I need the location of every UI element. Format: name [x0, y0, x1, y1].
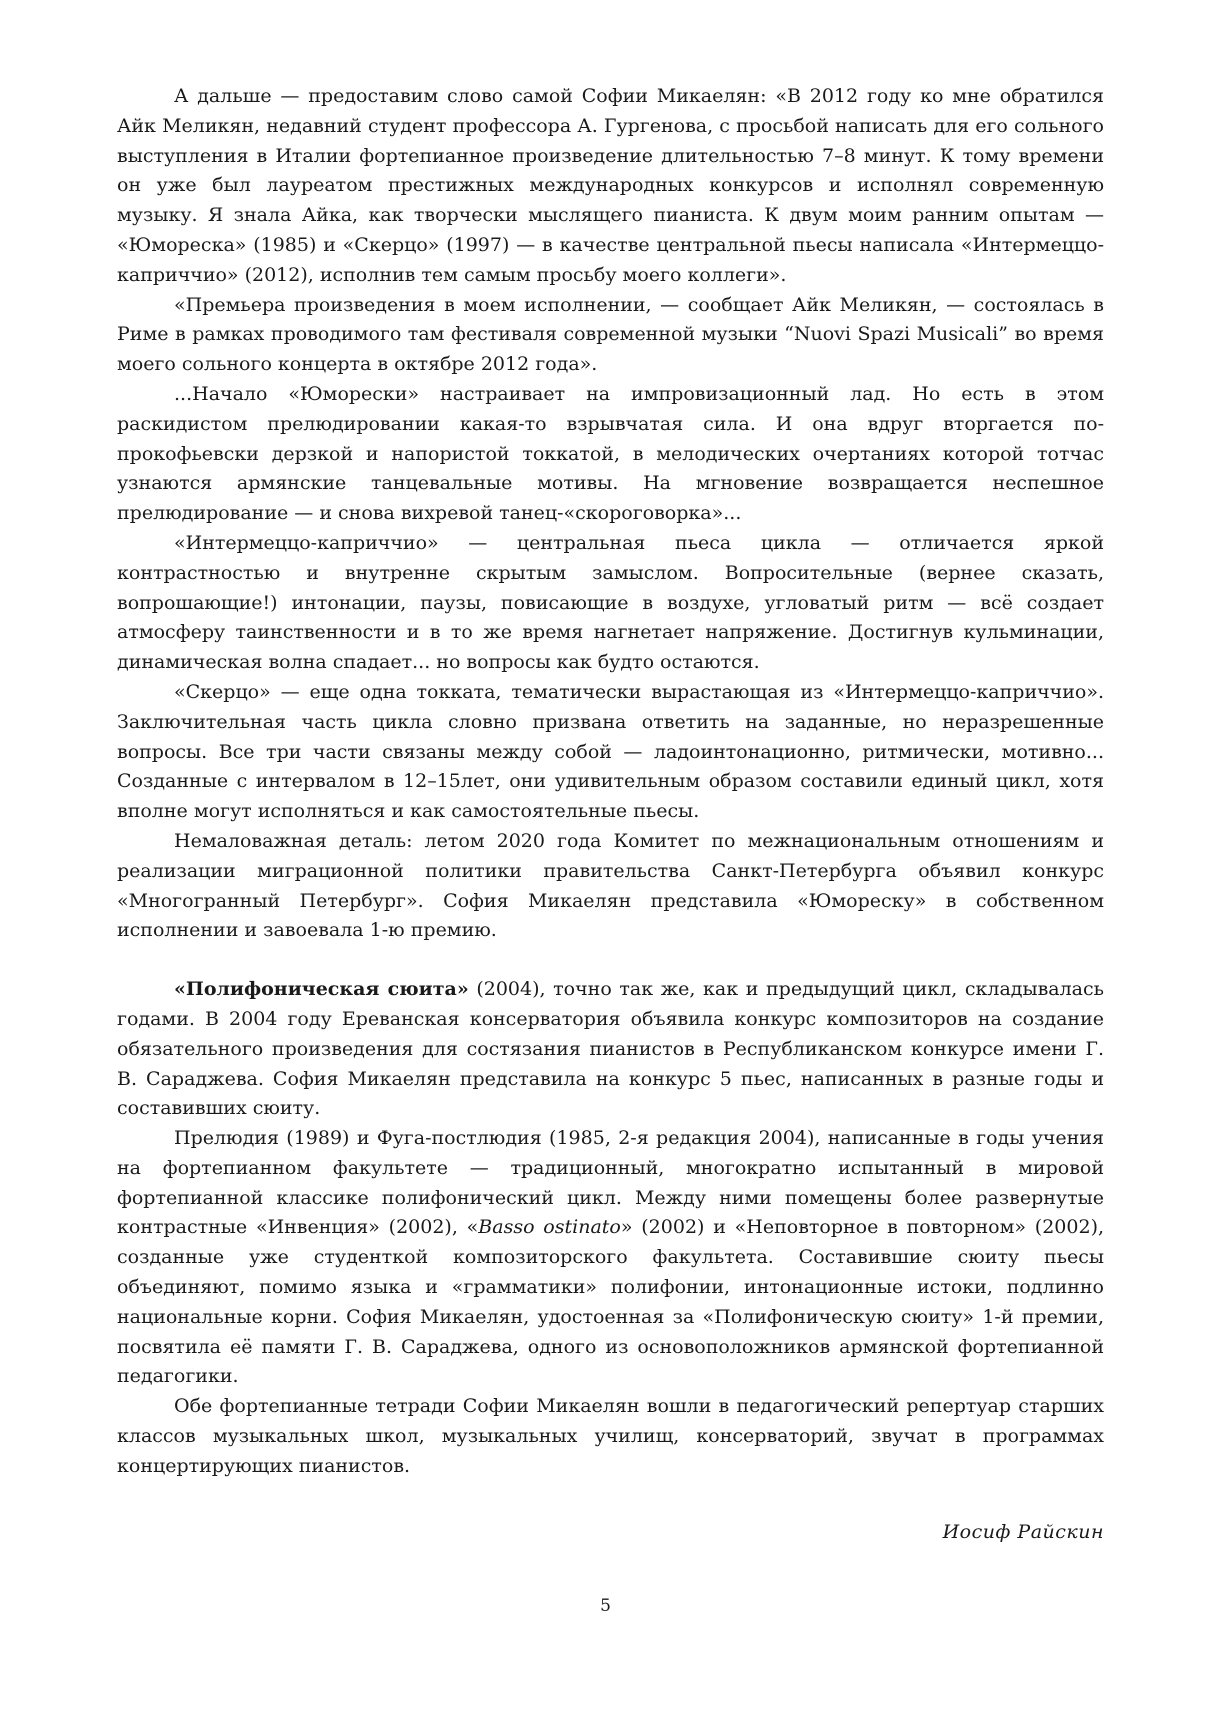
paragraph	[117, 82, 1104, 291]
paragraph	[117, 827, 1104, 946]
page-number: 5	[600, 1596, 611, 1616]
paragraph	[117, 1124, 1104, 1392]
work-title-bold: «Полифоническая сюита»	[174, 978, 469, 1001]
paragraph	[117, 529, 1104, 678]
text-run: Прелюдия (1989) и Фуга-постлюдия (1985, 2-я редакция 2004), написанные в годы учения на фортепианном факультете — традиционный, многократно испытанный в мировой фортепианной классике полифонический цикл. Между ними помещены более развернутые контрастные «Инвенция» (2002), «	[117, 1127, 1104, 1239]
document-body	[117, 82, 1104, 1482]
text-run: » (2002) и «Неповторное в повторном» (2002), созданные уже студенткой композиторского факультета. Составившие сюиту пьесы объединяют, помимо языка и «грамматики» полифонии, интонационные истоки, подлинно национальные корни. София Микаелян, удостоенная за «Полифоническую сюиту» 1-й премии, посвятила её памяти Г. В. Сараджева, одного из основоположников армянской фортепианной педагогики.	[117, 1216, 1105, 1388]
text-run: Обе фортепианные тетради Софии Микаелян вошли в педагогический репертуар старших классов музыкальных школ, музыкальных училищ, консерваторий, звучат в программах концертирующих пианистов.	[117, 1395, 1104, 1477]
text-run: (2004), точно так же, как и предыдущий цикл, складывалась годами. В 2004 году Ереванская консерватория объявила конкурс композиторов на создание обязательного произведения для состязания пианистов в Республиканском конкурсе имени Г. В. Сараджева. София Микаелян представила на конкурс 5 пьес, написанных в разные годы и составивших сюиту.	[117, 978, 1104, 1120]
text-run: А дальше — предоставим слово самой Софии Микаелян: «В 2012 году ко мне обратился Айк Меликян, недавний студент профессора А. Гургенова, с просьбой написать для его сольного выступления в Италии фортепианное произведение длительностью 7–8 минут. К тому времени он уже был лауреатом престижных международных конкурсов и исполнял современную музыку. Я знала Айка, как творчески мыслящего пианиста. К двум моим ранним опытам — «Юмореска» (1985) и «Скерцо» (1997) — в качестве центральной пьесы написала «Интермеццо-каприччио» (2012), исполнив тем самым просьбу моего коллеги».	[117, 85, 1104, 286]
paragraph	[117, 1392, 1104, 1481]
text-run: «Скерцо» — еще одна токката, тематически вырастающая из «Интермеццо-каприччио». Заключительная часть цикла словно призвана ответить на заданные, но неразрешенные вопросы. Все три части связаны между собой — ладоинтонационно, ритмически, мотивно... Созданные с интервалом в 12–15лет, они удивительным образом составили единый цикл, хотя вполне могут исполняться и как самостоятельные пьесы.	[117, 680, 1104, 823]
text-run: «Интермеццо-каприччио» — центральная пьеса цикла — отличается яркой контрастностью и внутренне скрытым замыслом. Вопросительные (вернее сказать, вопрошающие!) интонации, паузы, повисающие в воздухе, угловатый ритм — всё создает атмосферу таинственности и в то же время нагнетает напряжение. Достигнув кульминации, динамическая волна спадает... но вопросы как будто остаются.	[117, 531, 1104, 674]
work-title-italic: Basso ostinato	[478, 1216, 621, 1239]
text-run: ...Начало «Юморески» настраивает на импровизационный лад. Но есть в этом раскидистом прелюдировании какая-то взрывчатая сила. И она вдруг вторгается по-прокофьевски дерзкой и напористой токкатой, в мелодических очертаниях которой тотчас узнаются армянские танцевальные мотивы. На мгновение возвращается неспешное прелюдирование — и снова вихревой танец-«скороговорка»...	[117, 382, 1104, 525]
author-signature: Иосиф Райскин	[942, 1521, 1104, 1543]
paragraph	[117, 291, 1104, 380]
text-run: «Премьера произведения в моем исполнении, — сообщает Айк Меликян, — состоялась в Риме в рамках проводимого там фестиваля современной музыки “Nuovi Spazi Musicali” во время моего сольного концерта в октябре 2012 года».	[117, 293, 1104, 376]
paragraph	[117, 678, 1104, 827]
paragraph	[117, 380, 1104, 529]
text-run: Немаловажная деталь: летом 2020 года Комитет по межнациональным отношениям и реализации миграционной политики правительства Санкт-Петербурга объявил конкурс «Многогранный Петербург». София Микаелян представила «Юмореску» в собственном исполнении и завоевала 1-ю премию.	[117, 829, 1104, 942]
section-polyphonic-suite	[117, 975, 1104, 1482]
section-cycle-one	[117, 82, 1104, 946]
paragraph	[117, 975, 1104, 1124]
